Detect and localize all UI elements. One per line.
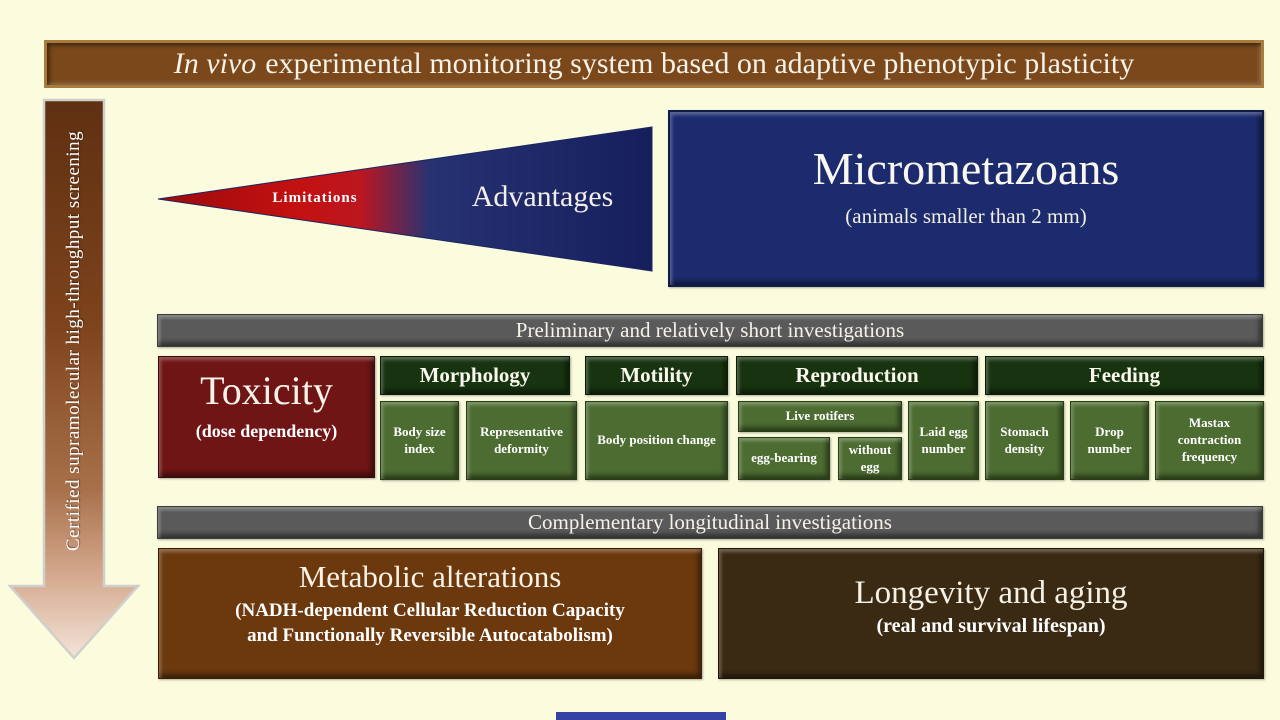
subitem-without-egg: without egg	[838, 437, 902, 480]
micrometazoans-subtitle: (animals smaller than 2 mm)	[845, 203, 1087, 228]
toxicity-box	[158, 356, 375, 478]
toxicity-title: Toxicity	[200, 368, 333, 413]
limitations-label: Limitations	[272, 190, 358, 206]
advantages-label: Advantages	[471, 180, 614, 213]
metabolic-subtitle-line1: (NADH-dependent Cellular Reduction Capacity	[235, 600, 625, 621]
micrometazoans-box	[668, 110, 1264, 287]
banner-title-italic: In vivo	[173, 47, 257, 80]
subitem-laid-egg-number: Laid egg number	[908, 401, 979, 480]
subitem-representative-deformity: Representative deformity	[466, 401, 577, 480]
complementary-investigations-bar: Complementary longitudinal investigations	[157, 506, 1263, 539]
bottom-blue-bar	[556, 712, 726, 720]
micrometazoans-title: Micrometazoans	[812, 143, 1120, 194]
toxicity-subtitle: (dose dependency)	[195, 421, 338, 441]
subitem-live-rotifers: Live rotifers	[738, 401, 902, 432]
header-reproduction: Reproduction	[736, 356, 978, 395]
title-banner	[44, 40, 1264, 88]
subitem-mastax-contraction-frequency: Mastax contraction frequency	[1155, 401, 1264, 480]
header-morphology: Morphology	[380, 356, 570, 395]
subitem-body-position-change: Body position change	[585, 401, 728, 480]
screening-arrow-label: Certified supramolecular high-throughput screening	[63, 130, 84, 552]
metabolic-subtitle-line2: and Functionally Reversible Autocatabolism)	[247, 624, 613, 646]
subitem-drop-number: Drop number	[1070, 401, 1149, 480]
preliminary-investigations-bar: Preliminary and relatively short investigations	[157, 314, 1263, 347]
header-feeding: Feeding	[985, 356, 1264, 395]
metabolic-title: Metabolic alterations	[298, 559, 562, 594]
banner-title-text: experimental monitoring system based on adaptive phenotypic plasticity	[265, 47, 1135, 80]
longevity-aging-box	[718, 548, 1264, 679]
longevity-title: Longevity and aging	[854, 575, 1128, 611]
subitem-egg-bearing: egg-bearing	[738, 437, 830, 480]
subitem-body-size-index: Body size index	[380, 401, 459, 480]
subitem-stomach-density: Stomach density	[985, 401, 1064, 480]
header-motility: Motility	[585, 356, 728, 395]
longevity-subtitle: (real and survival lifespan)	[876, 615, 1106, 637]
metabolic-alterations-box	[158, 548, 702, 679]
